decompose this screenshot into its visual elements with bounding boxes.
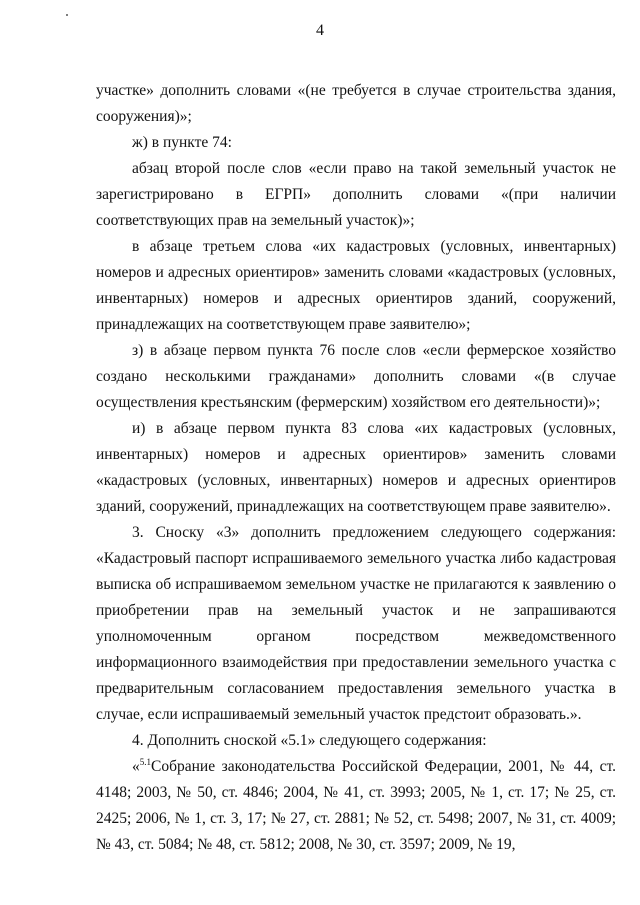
paragraph-3: абзац второй после слов «если право на такой земельный участок не зарегистрировано в ЕГРП» дополнить словами «(при наличии соответствующих прав на земельный участок)»;	[96, 160, 616, 229]
footnote-open-quote: «	[132, 758, 140, 775]
footnote-marker: 5.1	[139, 757, 151, 767]
paragraph-2: ж) в пункте 74:	[132, 134, 232, 151]
footnote-text: Собрание законодательства Российской Федерации, 2001, № 44, ст. 4148; 2003, № 50, ст. 4846; 2004, № 41, ст. 3993; 2005, № 1, ст. 17; № 25, ст. 2425; 2006, № 1, ст. 3, 17; № 27, ст. 2881; № 52, ст. 5498; 2007, № 31, ст. 4009; № 43, ст. 5084; № 48, ст. 5812; 2008, № 30, ст. 3597; 2009, № 19,	[96, 758, 616, 853]
paragraph-8: 4. Дополнить сноской «5.1» следующего содержания:	[132, 732, 487, 749]
scan-speck	[66, 14, 68, 16]
document-body	[96, 78, 616, 858]
paragraph-1: участке» дополнить словами «(не требуется в случае строительства здания, сооружения)»;	[96, 82, 616, 125]
paragraph-5: з) в абзаце первом пункта 76 после слов «если фермерское хозяйство создано несколькими гражданами» дополнить словами «(в случае осуществления крестьянским (фермерским) хозяйством его деятельности)»;	[96, 342, 616, 411]
page-number: 4	[316, 22, 324, 39]
paragraph-7: 3. Сноску «3» дополнить предложением следующего содержания: «Кадастровый паспорт испрашиваемого земельного участка либо кадастровая выписка об испрашиваемом земельном участке не прилагаются к заявлению о приобретении прав на земельный участок и не запрашиваются уполномоченным органом посредством межведомственного информационного взаимодействия при предоставлении земельного участка с предварительным согласованием предоставления земельного участка в случае, если испрашиваемый земельный участок предстоит образовать.».	[96, 524, 616, 723]
paragraph-4: в абзаце третьем слова «их кадастровых (условных, инвентарных) номеров и адресных ориентиров» заменить словами «кадастровых (условных, инвентарных) номеров и адресных ориентиров зданий, сооружений, принадлежащих на соответствующем праве заявителю»;	[96, 238, 616, 333]
paragraph-6: и) в абзаце первом пункта 83 слова «их кадастровых (условных, инвентарных) номеров и адресных ориентиров» заменить словами «кадастровых (условных, инвентарных) номеров и адресных ориентиров зданий, сооружений, принадлежащих на соответствующем праве заявителю».	[96, 420, 616, 515]
footnote-paragraph	[96, 754, 616, 858]
